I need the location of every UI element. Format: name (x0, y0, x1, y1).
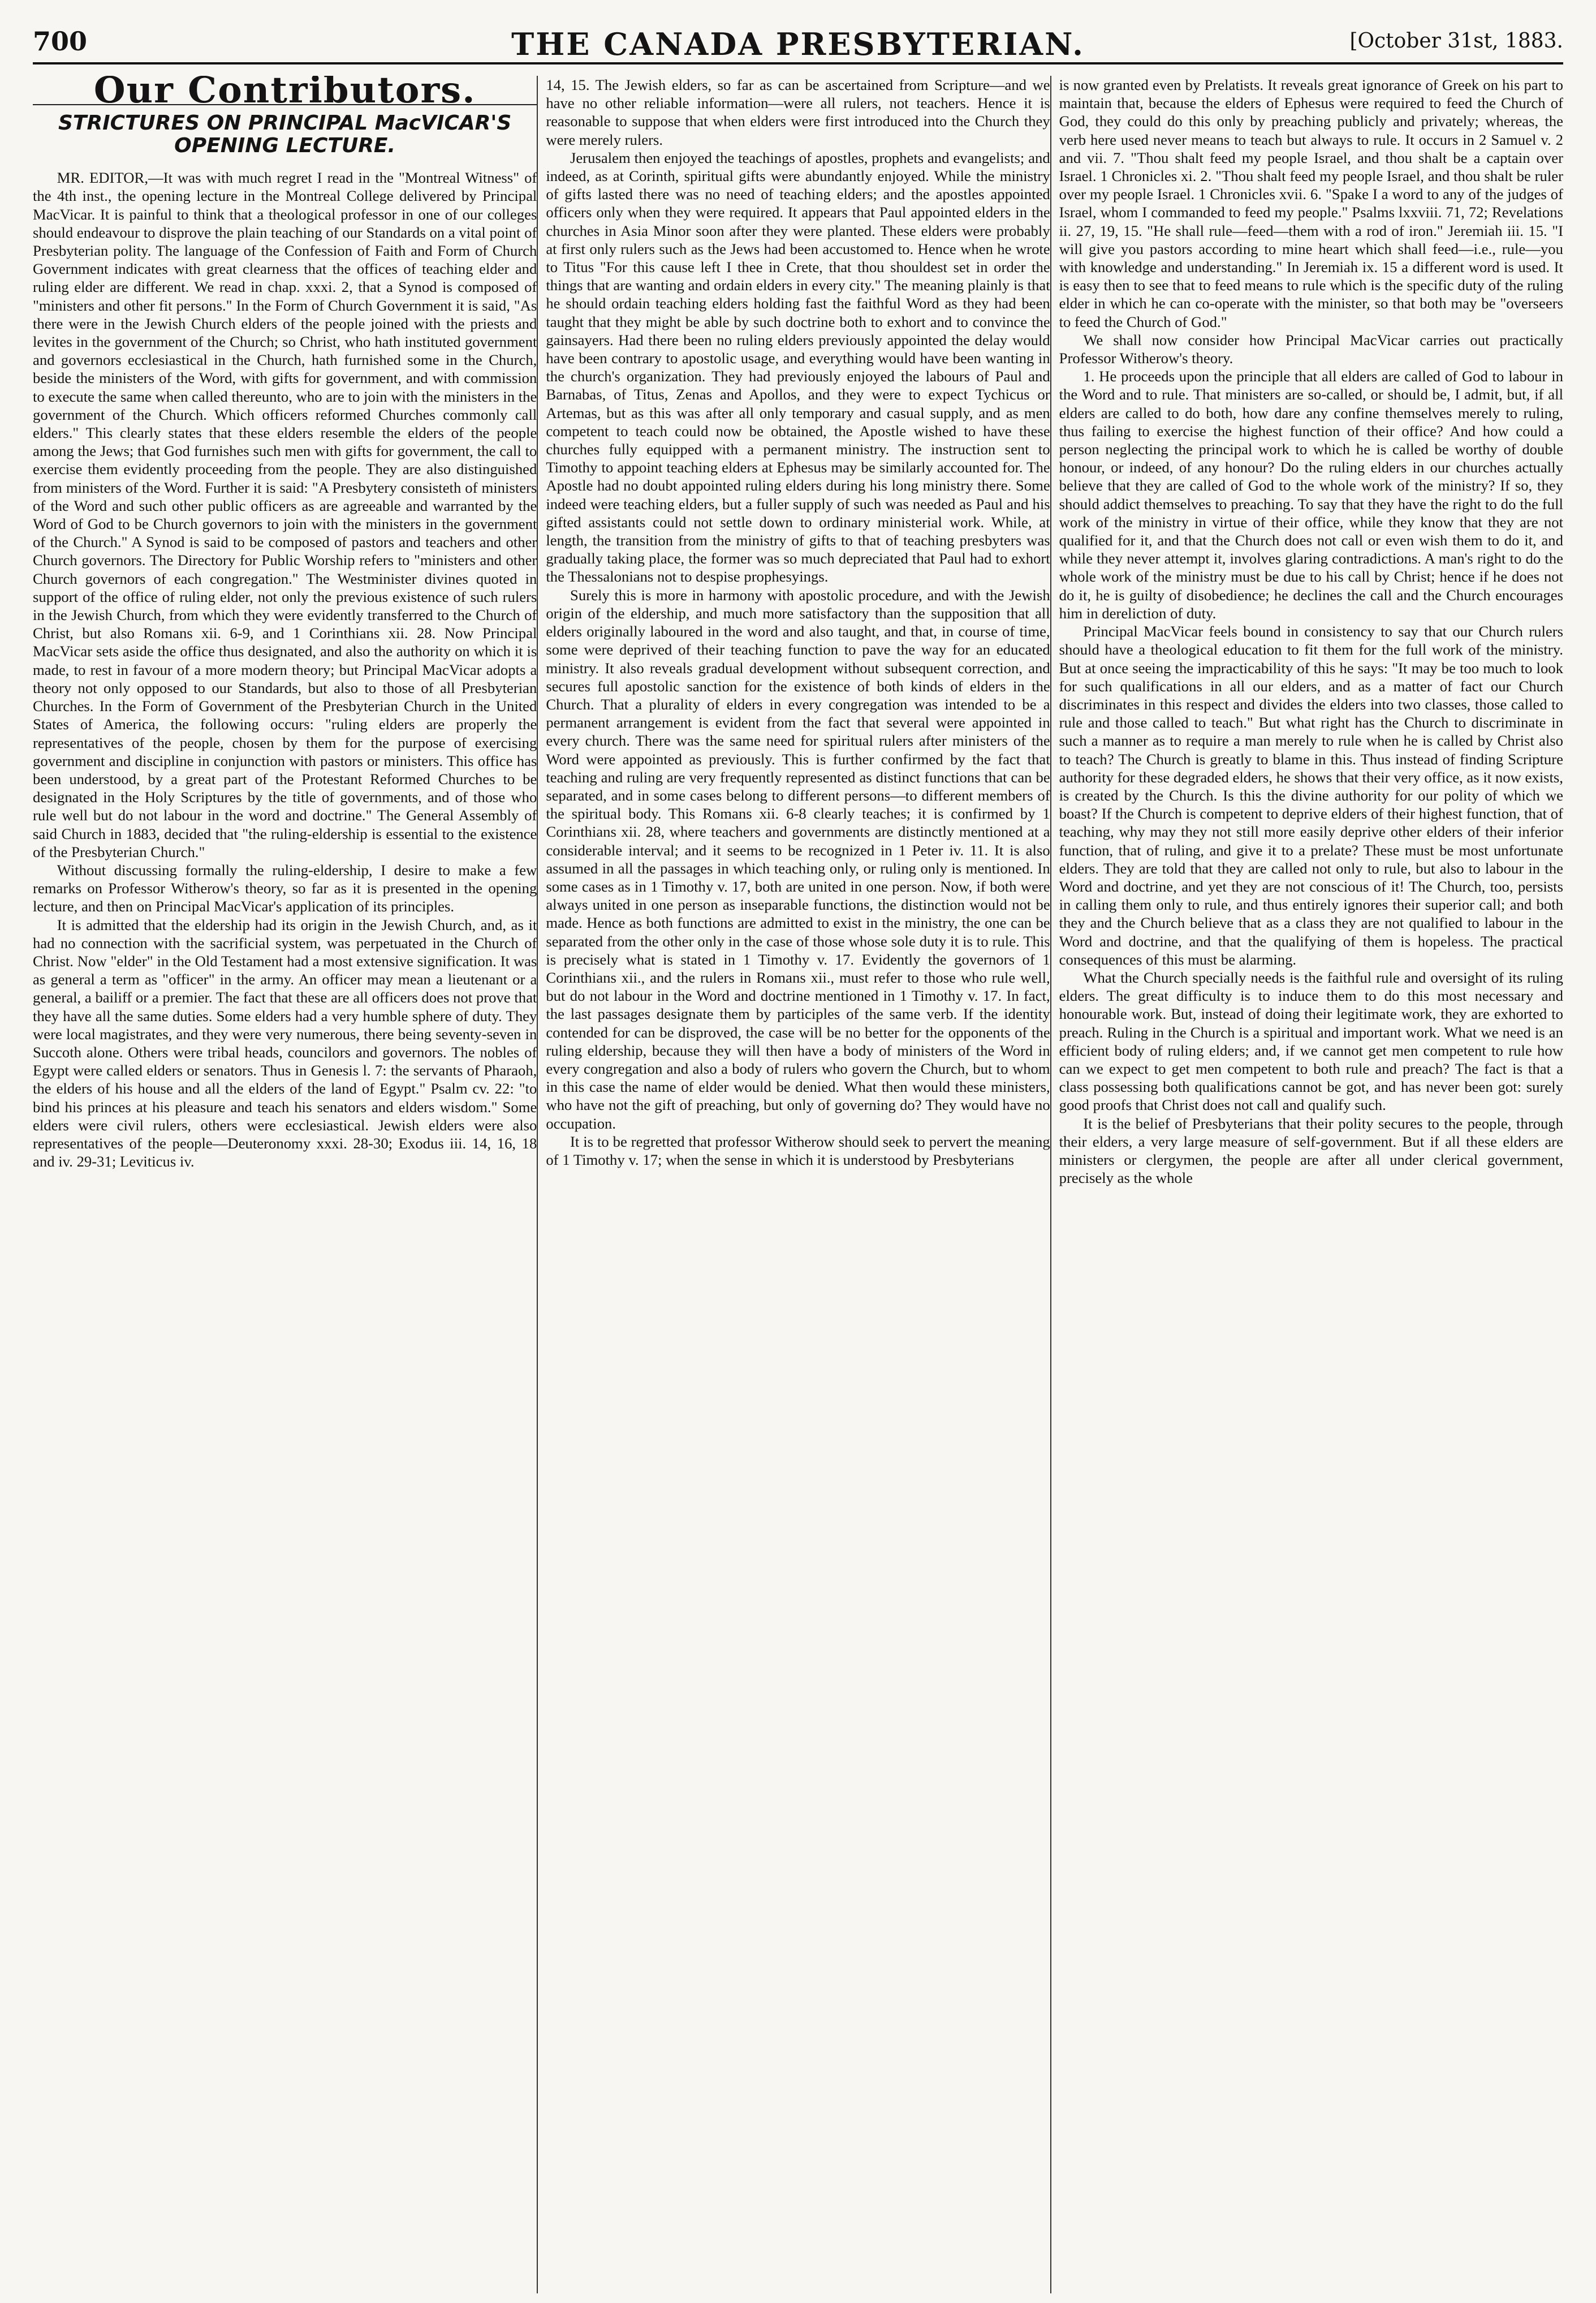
paragraph: Without discussing formally the ruling-eldership, I desire to make a few remarks on Professor Witherow's theory, so far as it is presented in the opening lecture, and then on Principal MacVicar's application of its principles. (33, 861, 537, 915)
issue-date: [October 31st, 1883. (1349, 29, 1563, 53)
column-rule (1050, 76, 1055, 2293)
paragraph: What the Church specially needs is the faithful rule and oversight of its ruling elders. The great difficulty is to induce them to do this most necessary and honourable work. But, instead of doing their legitimate work, they are exhorted to preach. Ruling in the Church is a spiritual and important work. What we need is an efficient body of ruling elders; and, if we cannot get men competent to rule how can we expect to get men competent to both rule and preach? The fact is that a class possessing both qualifications cannot be got, and has never been got: surely good proofs that Christ does not call and qualify such. (1059, 968, 1563, 1114)
article-columns (33, 76, 1563, 2293)
column-1 (33, 76, 537, 2293)
newspaper-title: THE CANADA PRESBYTERIAN. (511, 26, 1085, 62)
column-3 (1059, 76, 1563, 2293)
paragraph: is now granted even by Prelatists. It reveals great ignorance of Greek on his part to maintain that, because the elders of Ephesus were required to feed the Church of God, they could do this only by preaching publicly and privately; whereas, the verb here used never means to teach but always to rule. It occurs in 2 Samuel v. 2 and vii. 7. "Thou shalt feed my people Israel, and thou shalt be a captain over Israel. 1 Chronicles xi. 2. "Thou shalt feed my people Israel, and thou shalt be ruler over my people Israel. 1 Chronicles xvii. 6. "Spake I a word to any of the judges of Israel, whom I commanded to feed my people." Psalms lxxviii. 71, 72; Revelations ii. 27, 19, 15. "He shall rule—feed—them with a rod of iron." Jeremiah iii. 15. "I will give you pastors according to mine heart which shall feed—i.e., rule—you with knowledge and understanding." In Jeremiah ix. 15 a different word is used. It is easy then to see that to feed means to rule which is the specific duty of the ruling elder in which he can co-operate with the minister, so that both may be "overseers to feed the Church of God." (1059, 76, 1563, 330)
column-2 (546, 76, 1050, 2293)
paragraph: It is to be regretted that professor Witherow should seek to pervert the meaning of 1 Timothy v. 17; when the sense in which it is understood by Presbyterians (546, 1133, 1050, 1168)
paragraph: Jerusalem then enjoyed the teachings of apostles, prophets and evangelists; and indeed, as at Corinth, spiritual gifts were abundantly enjoyed. While the ministry of gifts lasted there was no need of teaching elders; and the apostles appointed officers only when they were required. It appears that Paul appointed elders in the churches in Asia Minor soon after they were planted. These elders were probably at first only rulers such as the Jews had been accustomed to. Hence when he wrote to Titus "For this cause left I thee in Crete, that thou shouldest set in order the things that are wanting and ordain elders in every city." The meaning plainly is that he should ordain teaching elders holding fast the faithful Word as they had been taught that they might be able by such doctrine both to exhort and to convince the gainsayers. Had there been no ruling elders previously appointed the delay would have been contrary to apostolic usage, and everything would have been wanting in the church's organization. They had previously enjoyed the labours of Paul and Barnabas, of Titus, Zenas and Apollos, and they were to expect Tychicus or Artemas, but as this was after all only temporary and casual supply, and as men competent to teach could now be obtained, the Apostle wished to have these churches fully equipped with a permanent ministry. The instruction sent to Timothy to appoint teaching elders at Ephesus may be similarly accounted for. The Apostle had no doubt appointed ruling elders during his long ministry there. Some indeed were teaching elders, but a fuller supply of such was needed as Paul and his gifted assistants could not settle down to ordinary ministerial work. While, at length, the transition from the ministry of gifts to that of teaching presbyters was gradually taking place, the former was so much depreciated that Paul had to exhort the Thessalonians not to despise prophesyings. (546, 149, 1050, 586)
page-number: 700 (33, 26, 88, 57)
article-title: STRICTURES ON PRINCIPAL MacVICAR'S OPENING LECTURE. (58, 111, 512, 158)
column-rule (537, 76, 541, 2293)
paragraph: 1. He proceeds upon the principle that all elders are called of God to labour in the Word and to rule. That ministers are so-called, or should be, I admit, but, if all elders are called to do both, how dare any confine themselves merely to ruling, thus failing to exercise the highest function of their office? And how could a person neglecting the principal work to which he is called be worthy of double honour, or indeed, of any honour? Do the ruling elders in our churches actually believe that they are called of God to the whole work of the ministry? If so, they should addict themselves to preaching. To say that they have the right to do the full work of the ministry in virtue of their office, while they know that they are not qualified for it, and that the Church does not call or even wish them to do it, and while they never attempt it, involves glaring contradictions. A man's right to do the whole work of the ministry must be due to his call by Christ; hence if he does not do it, he is guilty of disobedience; he declines the call and the Church encourages him in dereliction of duty. (1059, 368, 1563, 622)
paragraph: Principal MacVicar feels bound in consistency to say that our Church rulers should have a theological education to fit them for the full work of the ministry. But at once seeing the impracticability of this he says: "It may be too much to look for such qualifications in all our elders, and as a matter of fact our Church discriminates in this respect and divides the elders into two classes, those called to rule and those called to teach." But what right has the Church to discriminate in such a manner as to require a man merely to rule when he is called by Christ also to teach? The Church is greatly to blame in this. Thus instead of finding Scripture authority for these degraded elders, he shows that their very office, as it now exists, is created by the Church. Is this the divine authority for our polity of which we boast? If the Church is competent to deprive elders of their highest function, that of teaching, why may they not still more easily deprive other elders of their inferior function, that of ruling, and give it to a prelate? These must be most unfortunate elders. They are told that they are called not only to rule, but also to labour in the Word and doctrine, and yet they are not conscious of it! The Church, too, persists in calling them only to rule, and thus entirely ignores their superior call; and both they and the Church believe that as a class they are not qualified to labour in the Word and doctrine, and that the qualifying of them is hopeless. The practical consequences of this must be alarming. (1059, 623, 1563, 968)
paragraph: It is admitted that the eldership had its origin in the Jewish Church, and, as it had no connection with the sacrificial system, was perpetuated in the Church of Christ. Now "elder" in the Old Testament had a most extensive signification. It was as general a term as "officer" in the army. An officer may mean a lieutenant or a general, a bailiff or a premier. The fact that these are all officers does not prove that they have all the same duties. Some elders had a very humble sphere of duty. They were local magistrates, and they were very numerous, there being seventy-seven in Succoth alone. Others were tribal heads, councilors and governors. The nobles of Egypt were called elders or senators. Thus in Genesis l. 7: the servants of Pharaoh, the elders of his house and all the elders of the land of Egypt." Psalm cv. 22: "to bind his princes at his pleasure and teach his senators and elders wisdom." Some elders were civil rulers, others were ecclesiastical. Jewish elders were also representatives of the people—Deuteronomy xxxi. 28-30; Exodus iii. 14, 16, 18 and iv. 29-31; Leviticus iv. (33, 916, 537, 1170)
paragraph: 14, 15. The Jewish elders, so far as can be ascertained from Scripture—and we have no other reliable information—were all rulers, not teachers. Hence it is reasonable to suppose that when elders were first introduced into the Church they were merely rulers. (546, 76, 1050, 148)
paragraph: Surely this is more in harmony with apostolic procedure, and with the Jewish origin of the eldership, and much more satisfactory than the supposition that all elders originally laboured in the word and also taught, and that, in course of time, some were deprived of their teaching function to pave the way for an educated ministry. It also reveals gradual development without subsequent correction, and secures full apostolic sanction for the existence of both kinds of elders in the Church. That a plurality of elders in every congregation was intended to be a permanent arrangement is evident from the fact that several were appointed in every church. There was the same need for spiritual rulers after ministers of the Word were appointed as previously. This is further confirmed by the fact that teaching and ruling are very frequently represented as distinct functions that can be separated, and in some cases belong to different persons—to different members of the spiritual body. This Romans xii. 6-8 clearly teaches; it is confirmed by 1 Corinthians xii. 28, where teachers and governments are distinctly mentioned at a considerable interval; and it seems to be recognized in 1 Peter iv. 11. It is also assumed in all the passages in which teaching only, or ruling only is mentioned. In some cases as in 1 Timothy v. 17, both are united in one person. Now, if both were always united in one person as inseparable functions, the distinction would not be made. Hence as both functions are admitted to exist in the ministry, the one can be separated from the other only in the case of those whose sole duty it is to rule. This is precisely what is stated in 1 Timothy v. 17. Evidently the governors of 1 Corinthians xii., and the rulers in Romans xii., must refer to those who rule well, but do not labour in the Word and doctrine mentioned in 1 Timothy v. 17. In fact, the last passages designate them by participles of the same verb. If the identity contended for can be disproved, the case will be no better for the opponents of the ruling eldership, because they will then have a body of ministers of the Word in every congregation and also a body of rulers who govern the Church, but to whom in this case the name of elder would be denied. What then would these ministers, who have not the gift of preaching, but only of governing do? They would have no occupation. (546, 586, 1050, 1132)
masthead (33, 26, 1563, 64)
paragraph: We shall now consider how Principal MacVicar carries out practically Professor Witherow's theory. (1059, 331, 1563, 367)
section-heading: Our Contributors. (33, 81, 537, 105)
paragraph: MR. EDITOR,—It was with much regret I read in the "Montreal Witness" of the 4th inst., the opening lecture in the Montreal College delivered by Principal MacVicar. It is painful to think that a theological professor in one of our colleges should endeavour to disprove the plain teaching of our Standards on a vital point of Presbyterian polity. The language of the Confession of Faith and Form of Church Government indicates with great clearness that the offices of teaching elder and ruling elder are different. We read in chap. xxxi. 2, that a Synod is composed of "ministers and other fit persons." In the Form of Church Government it is said, "As there were in the Jewish Church elders of the people joined with the priests and levites in the government of the Church; so Christ, who hath instituted government and governors ecclesiastical in the Church, hath furnished some in the Church, beside the ministers of the Word, with gifts for government, and with commission to execute the same when called thereunto, who are to join with the ministers in the government of the Church. Which officers reformed Churches commonly call elders." This clearly states that these elders resemble the elders of the people among the Jews; that God furnishes such men with gifts for government, the call to exercise them evidently proceeding from the people. They are also distinguished from ministers of the Word. Further it is said: "A Presbytery consisteth of ministers of the Word and such other public officers as are agreeable and warranted by the Word of God to be Church governors to join with the ministers in the government of the Church." A Synod is said to be composed of pastors and teachers and other Church governors. The Directory for Public Worship refers to "ministers and other Church governors of each congregation." The Westminister divines quoted in support of the office of ruling elder, not only the previous existence of such rulers in the Jewish Church, from which they were evidently transferred to the Church of Christ, but also Romans xii. 6-9, and 1 Corinthians xii. 28. Now Principal MacVicar sets aside the office thus designated, and also the authority on which it is made, to rest in favour of a more modern theory; but Principal MacVicar adopts a theory not only opposed to our Standards, but also to those of all Presbyterian Churches. In the Form of Government of the Presbyterian Church in the United States of America, the following occurs: "ruling elders are properly the representatives of the people, chosen by them for the purpose of exercising government and discipline in conjunction with pastors or ministers. This office has been understood, by a great part of the Protestant Reformed Churches to be designated in the Holy Scriptures by the title of governments, and of those who rule well but do not labour in the word and doctrine." The General Assembly of said Church in 1883, decided that "the ruling-eldership is essential to the existence of the Presbyterian Church." (33, 169, 537, 860)
paragraph: It is the belief of Presbyterians that their polity secures to the people, through their elders, a very large measure of self-government. But if all these elders are ministers or clergymen, the people are after all under clerical government, precisely as the whole (1059, 1114, 1563, 1187)
